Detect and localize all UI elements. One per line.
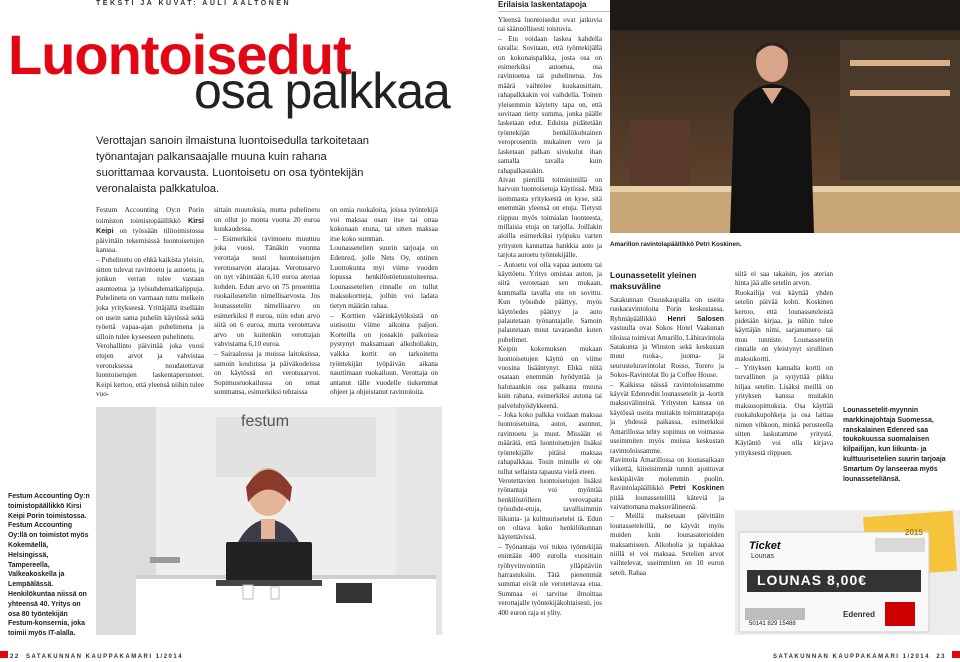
- headline-red: Luontoisedut: [8, 23, 351, 86]
- restaurant-photo-illustration: [610, 0, 960, 233]
- footer-right-text: SATAKUNNAN KAUPPAKAMARI 1/2014: [772, 654, 930, 660]
- ticket-sub: Lounas: [751, 553, 774, 560]
- photo-caption-left: Festum Accounting Oy:n toimistopäällikkö Kirsi Keipi Porin toimistossa. Festum Accounting Oy:llä on toimistot myös Kokemäellä, Helsingissä, Tampereella, Valkeakoskella ja Lempäälässä. Henkilökuntaa niissä on yhteensä 40. Yritys on osa 80 työntekijän Festum-konsernia, joka toimii myös IT-alalla.: [8, 493, 90, 638]
- page-number-left: 22: [10, 654, 20, 660]
- office-photo-illustration: [96, 407, 442, 635]
- ticket-amount: LOUNAS 8,00€: [757, 572, 868, 588]
- festum-wall-sign: festum: [241, 413, 290, 430]
- footer-right: [773, 654, 946, 660]
- article-column-2: sittain muutoksia, mutta puhelinetu on ollut jo monta vuotta 20 euroa kuukaudessa. – Esimerkiksi ravintoetu muuttuu joka vuosi. Tänäkin vuonna verottaja nosti luontoisetujen verotusarvon alarajaa. Verotusarvo on nyt vähintään 6,10 euroa ateriaa kohden. Edun arvo on 75 prosenttia ruokailusetelin nimellisarvosta. Jos lounassetelin nimellisarvo on esimerkiksi 8 euroa, niin edun arvo siitä on 6 euroa, mutta verotettava arvo on kuitenkin verottajan vahvistama 6,10 euroa. – Sairaalossa ja muissa laitoksissa, samoin kouluissa ja päiväkodeissa on käytössä eri verotusarvot. Sopimusruokailussa on omat summansa, esimerkiksi tehtaissa: [214, 206, 320, 397]
- photo-lunch-ticket: [735, 510, 960, 635]
- article-column-1: Festum Accounting Oy:n Porin toimiston toimistopäällikkö Kirsi Keipi on työssään tilitoimistossa päivittäin tekemisissä luontoisetujen kanssa. – Puhelinetu on ehkä kaikista yleisin, sitten tulevat ravintoetu ja autoetu, ja jonkun verran tulee vastaan asuntoetua ja työsuhdematkalippuja. Puhelinetu on varmaan tuttu melkein joka yritykseesä. Yrittäjällä itsellään on usein sama puhelin käytössä sekä työettä vapaa-ajan puhelimena ja silloin tulee kyseeseen puhelinetu. Verohallinto päivittää joka vuosi etujen arvot ja vahvistaa verotuksessa noudatettavat luontoisetujen laskentaperusteet. Keipi kertoo, että yleensä niihin tulee vuo-: [96, 206, 204, 399]
- article-column-4: Yleensä luontoisedut ovat jatkuvia tai säännöllisesti toistuvia. – Etu voidaan laskea kahdella tavalla: Sovitaan, että työntekijällä on kokonaispalkka, josta osa on esimerkiksi autoetua, osa ravintoetua tai puhelinetua. Jos määrä vaihtelee kuukausittain, rahapalkkakin voi vaihdella. Toinen yleisemmin käytetty tapa on, että sovitaan tietty summa, jonka päälle lasketaan edut. Eduista pidätetään työntekijän henkilökohtainen veroprosentin mukainen vero ja lasketaan palkan sivukulut ihan samalla tavalla kuin rahapalkastakin. Aivan pienillä toiminimillä on harvoin luontoisetuja käytössä. Mitä isommasta yrityksestä on kyse, sitä enemmän yleensä on etuja. Tietysti riippuu myös toimialan luonteesta, millaisia etuja on tarjolla. Joillakin aloilla esimerkiksi työpuku varten yritysten kannattaa hankkia auto ja tarjota autoetu työntekijälle. – Autoetu voi olla vapaa autoetu tai käyttöetu. Yritys omistaa auton, ja siitä verotetaan sen mukaan, kummalla tavalla etu on sovittu. Kun työsuhde päättyy, myös käyttöedes päättyy ja auto palautetaan työnantajalle. Samoin palautetaan muut tavaraedut kuten puhelimet. Keipin kokemuksen mukaan luontoisetujen käyttö on viime vuosina lisääntynyt. Ehkä niitä osataan enemmän hyödyntää ja halutaankin osa palkasta muuna kuin rahana, esimerkiksi autona tai palveluhyödykkeenä. – Joka koko palkka voidaan maksaa luontoisetuina, autot, asunnot, ravintoetu ja muut. Missään ei määrätä, että luontoisetujen lisäksi työntekijälle pitäisi maksaa rahapalkkaa. Tosin minulle ei ole tullut sellaista tapausta vielä eteen. Verotettavien luontoisetujen lisäksi työnantaja voi myöntää henkilöstölleen verovapaita työsuhde-etuja, tavallisimmin liikunta- ja kulttuurisetelei tä. Edun on oltava koko henkilökunnan käytettävissä. – Työnantaja voi tukea työntekijää enintään 400 eurolla vuosittain työhyvinvointiin ylläpitäviin harrastuksiin. Tätä pienemmät summat eivät ole verotettavaa etua. Summaa ei tarvitse ilmoittaa verottajalle työntekijäkohtaisesti, jos 400 euron raja ei ylity.: [498, 16, 602, 617]
- photo-caption-right: Amarillon ravintolapäällikkö Petri Koskinen.: [610, 241, 742, 248]
- credit-line: TEKSTI JA KUVAT: AULI AALTONEN: [96, 0, 292, 7]
- photo-caption-ticket: Lounassetelit-myynnin markkinajohtaja Suomessa, ranskalainen Edenred saa toukokuussa suomalaisen kilpailijan, kun liikunta- ja kulttuurisetelien suurin tarjoaja Smartum Oy lanseeraa myös lounasseteliänsä.: [843, 407, 946, 483]
- photo-office-woman: [96, 407, 442, 635]
- ticket-brand: Ticket: [749, 540, 781, 552]
- footer-left-text: SATAKUNNAN KAUPPAKAMARI 1/2014: [26, 654, 184, 660]
- lead-paragraph: Verottajan sanoin ilmaistuna luontoisedulla tarkoitetaan työnantajan palkansaajalle muuna kuin rahana suorittamaa korvausta. Luontoisetu on osa työntekijän veronalaista palkkatuloa.: [96, 135, 370, 195]
- article-column-3: on omia ruokaloita, joissa työntekijä voi maksaa osan itse tai ottaa kokonaan etuna, tai sitten maksaa itse koko summan. Lounassetelien suurin tarjoaja on Edenred, jolle Nets Oy, entinen Luottokunta myi viime vuoden lopussa henkilöstöetuustoiteensa. Lounassetelien rinnalle on tullut maksukortteja, joihin voi ladata tietyn määrän rahaa. – Korttien väärinkäytöksistä on uutisoitu viime aikoina paljon. Korteilla on jossakin paikoissa pystynyt maksamaan alkoholiakin, vaikka kortit on tarkoitettu työntekijän työpäivän aikana nauttimaan ruokailuun. Verottaja on antanut tälle vuodelle tiukemmat ohjeet ja ohjeistanut ravintoloita.: [330, 206, 438, 397]
- article-column-5: Satakunnan Osuuskaupalla on useita ruokaravintoloita Porin keskustassa. Ryhmäpäällikkö Henri Salosen vastuulla ovat Sokos Hotel Vaakunan tiloissa toimivat Amarillo, Lähiravintola Satakunta ja Winston sekä keskustan muut ruoka-, juoma- ja seurusteluravintolat Rosso, Torero ja Sokos-Ravintolat Ilo ja Coffee House. – Kaikissa näissä ravintoloissamme käyvät Edenredin lounassetelit ja -kortit maksuvälineinä. Yritysten kanssa on käytössä useita muitakin toimintatapoja ja yhdessä paikassa, esimerkiksi Amarillossa tehty sopimus on voimassa useimmiten myös muissa keskustan ravintoloissamme. Ravintola Amarillossa on lounasaikaan viikettä, kiireisimmät tunnit ajoittuvat keskipäivän molemmin puolin. Ravintolapäällikkö Petri Koskinen pitää lounassetelillä käteviä ja vaivattomana maksuvälineenä. – Meillä maksetaan päivittäin lounasseteleillä, ne käyvät myös muiden kuin lounasaterioiden maksamiseen. Alkoholia ja tupakkaa niillä ei voi maksaa. Setelien arvot vaihtelevat, useimmiten on 10 euron seteli. Rahaa: [610, 296, 725, 577]
- photo-restaurant-manager: [610, 0, 960, 233]
- ticket-company: Edenred: [843, 610, 876, 619]
- footer-marker-left: [0, 651, 8, 658]
- page-number-right: 23: [936, 654, 946, 660]
- footer-left: [10, 654, 183, 660]
- headline-black: osa palkkaa: [194, 63, 450, 119]
- section-title: Erilaisia laskentatapoja: [498, 0, 587, 9]
- ticket-year: 2015: [905, 528, 923, 537]
- article-column-6: siitä ei saa takaisin, jos aterian hinta jää alle setelin arvon. Ruokailija voi käyttää yhden setelin päivää kohti. Koskinen kertoo, että lounasseteleistä pidetään kirjaa, ja niihin tulee käyttäjän nimi, sarjanumero tai muu tunniste. Lounassetelin rinnalle on yleistynyt sirullinen maksukortti. – Yrityksen kannalta kortti on turvallinen ja syrjyttää pikku hiljaa setelin. Lisäksi meillä on yrityksen kanssa muitakin maksusopimuksia. Osa käyttää ruokalukupohkeja ja osa laittaa nimen vihkoon, minkä perusteella sitten laskutamme yritystä. Käytäntö voi olla kirjava yrityksestä riippuen.: [735, 270, 833, 457]
- ticket-serial: 50141 829 15488: [749, 621, 796, 627]
- subheading-lounassetelit: Lounassetelit yleinen maksuväline: [610, 270, 697, 291]
- footer-marker-right: [952, 651, 960, 658]
